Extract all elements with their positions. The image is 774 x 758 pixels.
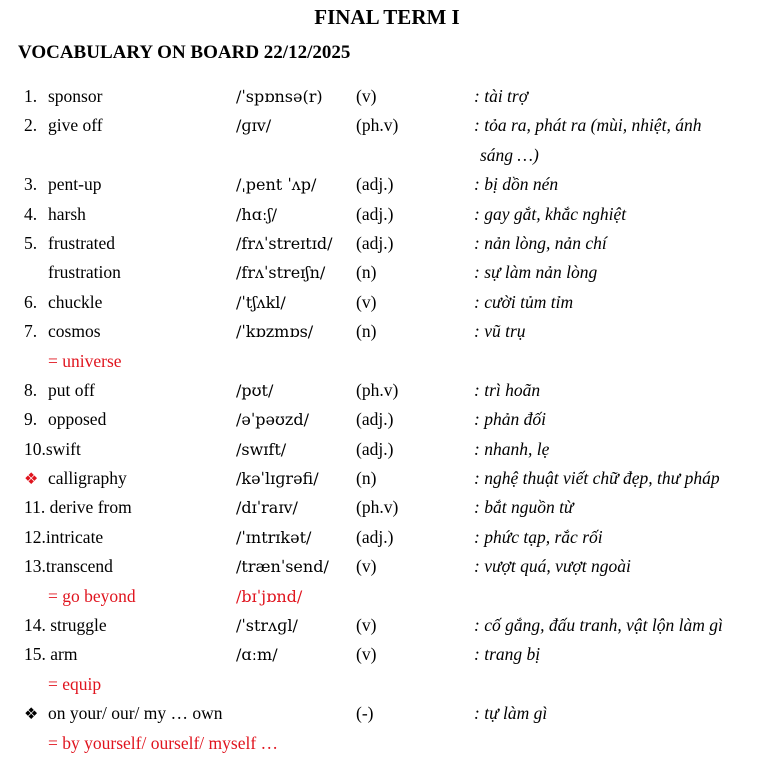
vocab-word: sponsor — [48, 86, 103, 106]
item-number-word: 10.swift — [24, 438, 81, 459]
part-of-speech: (adj.) — [356, 174, 394, 195]
item-number: 5. — [24, 232, 38, 253]
pronunciation: /trænˈsend/ — [236, 557, 329, 577]
diamond-bullet-icon: ❖ — [24, 704, 39, 724]
part-of-speech: (v) — [356, 644, 377, 665]
synonym-note-row — [0, 670, 774, 699]
pronunciation: /swɪft/ — [236, 439, 287, 459]
meaning: : phức tạp, rắc rối — [474, 526, 603, 547]
item-number-word: 15. arm — [24, 644, 78, 665]
pronunciation: /kəˈlɪɡrəfi/ — [236, 469, 319, 489]
vocab-row — [0, 376, 774, 405]
pronunciation: /frʌˈstreɪʃn/ — [236, 263, 326, 283]
part-of-speech: (n) — [356, 468, 377, 489]
part-of-speech: (v) — [356, 86, 377, 106]
meaning: sáng …) — [480, 144, 539, 165]
pronunciation: /frʌˈstreɪtɪd/ — [236, 233, 333, 253]
pronunciation: /ˈɪntrɪkət/ — [236, 527, 312, 547]
synonym-note-row — [0, 582, 774, 611]
part-of-speech: (n) — [356, 321, 377, 342]
meaning: : nản lòng, nản chí — [474, 232, 607, 253]
synonym-note: = universe — [48, 350, 122, 371]
meaning: : bị dồn nén — [474, 174, 559, 195]
pronunciation: /əˈpəʊzd/ — [236, 410, 309, 430]
part-of-speech: (-) — [356, 703, 374, 724]
vocab-word: frustration — [48, 262, 121, 283]
pronunciation: /ɑːm/ — [236, 645, 278, 665]
part-of-speech: (v) — [356, 556, 377, 577]
part-of-speech: (ph.v) — [356, 379, 399, 400]
pronunciation: /pʊt/ — [236, 380, 274, 400]
item-number: 9. — [24, 409, 38, 430]
pronunciation: /ˈstrʌɡl/ — [236, 616, 298, 636]
vocab-row — [0, 317, 774, 346]
pronunciation: /hɑːʃ/ — [236, 204, 278, 224]
vocab-word: put off — [48, 379, 95, 400]
meaning: : trang bị — [474, 644, 541, 665]
synonym-note: = by yourself/ ourself/ myself … — [48, 732, 279, 753]
vocab-word: cosmos — [48, 321, 101, 342]
vocab-word: opposed — [48, 409, 107, 430]
synonym-pronunciation: /bɪˈjɒnd/ — [236, 586, 303, 606]
vocab-word: give off — [48, 115, 103, 136]
part-of-speech: (ph.v) — [356, 497, 399, 518]
page-subtitle: VOCABULARY ON BOARD 22/12/2025 — [18, 42, 351, 63]
vocab-row — [0, 200, 774, 229]
pronunciation: /ˈkɒzmɒs/ — [236, 322, 314, 342]
vocab-word: on your/ our/ my … own — [48, 703, 223, 724]
synonym-note: = go beyond — [48, 585, 136, 606]
meaning: : trì hoãn — [474, 379, 541, 400]
vocab-row — [0, 523, 774, 552]
meaning: : phản đối — [474, 409, 546, 430]
vocab-row — [0, 552, 774, 581]
vocab-row — [0, 111, 774, 140]
vocab-row-continuation — [0, 141, 774, 170]
synonym-note-row — [0, 347, 774, 376]
diamond-bullet-icon: ❖ — [24, 469, 39, 489]
vocab-word: pent-up — [48, 174, 102, 195]
vocab-word: harsh — [48, 203, 86, 224]
item-number: 1. — [24, 86, 38, 106]
meaning: : tỏa ra, phát ra (mùi, nhiệt, ánh — [474, 115, 702, 136]
part-of-speech: (adj.) — [356, 438, 394, 459]
vocab-row — [0, 288, 774, 317]
vocab-row — [0, 699, 774, 728]
item-number: 6. — [24, 291, 38, 312]
part-of-speech: (adj.) — [356, 409, 394, 430]
meaning: : cố gắng, đấu tranh, vật lộn làm gì — [474, 615, 723, 636]
part-of-speech: (adj.) — [356, 232, 394, 253]
meaning: : sự làm nản lòng — [474, 262, 598, 283]
item-number-word: 11. derive from — [24, 497, 132, 518]
pronunciation: /ˈtʃʌkl/ — [236, 292, 286, 312]
item-number: 2. — [24, 115, 38, 136]
meaning: : nhanh, lẹ — [474, 438, 550, 459]
part-of-speech: (v) — [356, 615, 377, 636]
item-number: 4. — [24, 203, 38, 224]
vocab-row — [0, 82, 774, 111]
part-of-speech: (n) — [356, 262, 377, 283]
vocab-row — [0, 229, 774, 258]
pronunciation: /ˌpent ˈʌp/ — [236, 175, 317, 195]
item-number-word: 14. struggle — [24, 615, 107, 636]
meaning: : bắt nguồn từ — [474, 497, 574, 518]
synonym-note: = equip — [48, 673, 102, 694]
pronunciation: /ɡɪv/ — [236, 116, 272, 136]
meaning: : vũ trụ — [474, 321, 526, 342]
vocab-row — [0, 640, 774, 669]
vocab-row — [0, 464, 774, 493]
part-of-speech: (adj.) — [356, 526, 394, 547]
pronunciation: /dɪˈraɪv/ — [236, 498, 298, 518]
vocab-row — [0, 435, 774, 464]
meaning: : vượt quá, vượt ngoài — [474, 556, 631, 577]
meaning: : tài trợ — [474, 86, 529, 106]
vocab-word: calligraphy — [48, 468, 127, 489]
meaning: : tự làm gì — [474, 703, 548, 724]
meaning: : cười tủm tỉm — [474, 291, 574, 312]
vocabulary-list — [0, 82, 774, 758]
item-number: 7. — [24, 321, 38, 342]
item-number: 8. — [24, 379, 38, 400]
item-number-word: 13.transcend — [24, 556, 113, 577]
page-title: FINAL TERM I — [314, 5, 460, 29]
vocab-row — [0, 405, 774, 434]
synonym-note-row — [0, 729, 774, 758]
vocab-row — [0, 170, 774, 199]
vocab-row — [0, 493, 774, 522]
meaning: : nghệ thuật viết chữ đẹp, thư pháp — [474, 468, 720, 489]
vocab-word: chuckle — [48, 291, 103, 312]
vocab-row — [0, 258, 774, 287]
part-of-speech: (v) — [356, 291, 377, 312]
vocab-row — [0, 611, 774, 640]
item-number: 3. — [24, 174, 38, 195]
part-of-speech: (ph.v) — [356, 115, 399, 136]
vocab-word: frustrated — [48, 232, 116, 253]
item-number-word: 12.intricate — [24, 526, 104, 547]
pronunciation: /ˈspɒnsə(r) — [236, 87, 323, 106]
part-of-speech: (adj.) — [356, 203, 394, 224]
meaning: : gay gắt, khắc nghiệt — [474, 203, 627, 224]
